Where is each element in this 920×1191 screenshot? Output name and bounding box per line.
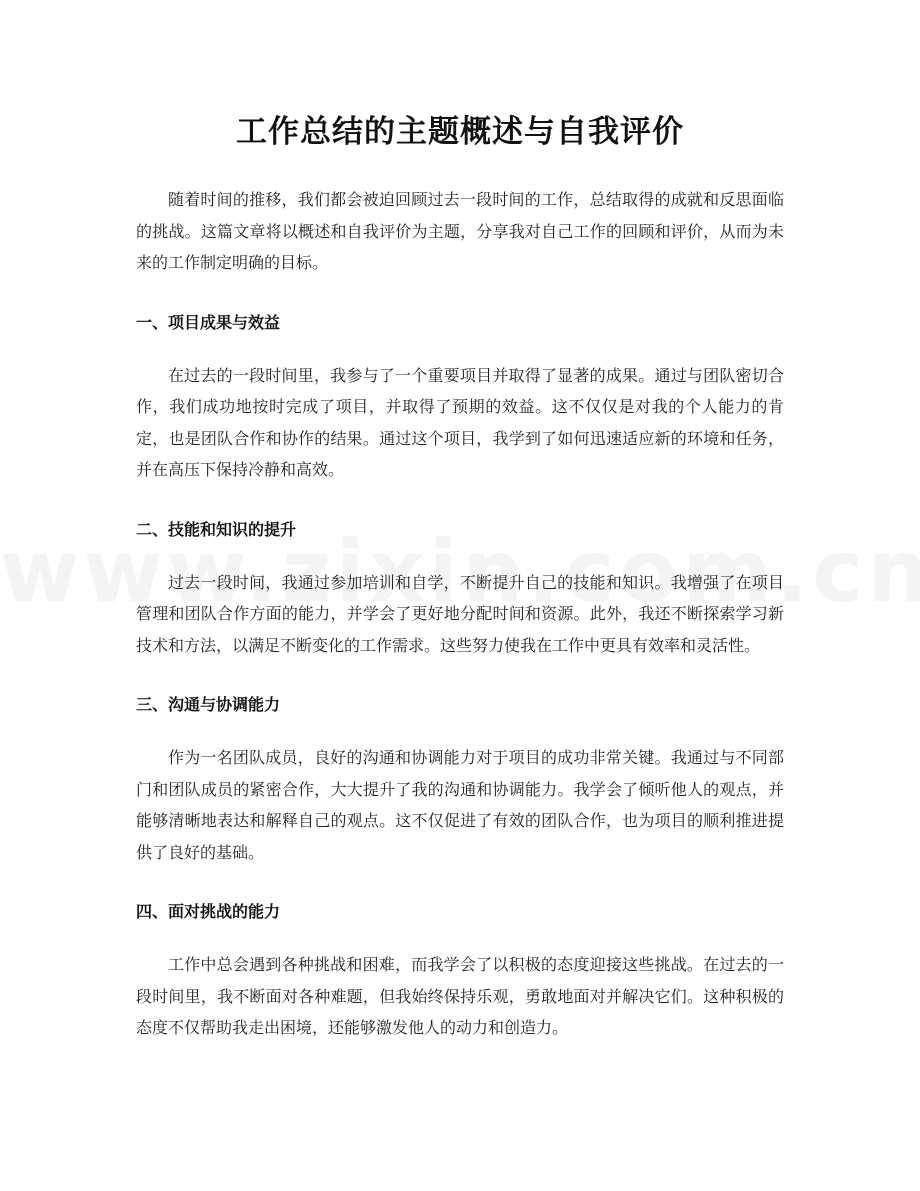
section-heading-4: 四、面对挑战的能力 (136, 902, 281, 921)
section-heading-3: 三、沟通与协调能力 (136, 695, 281, 714)
document-body (136, 184, 784, 1044)
intro-paragraph: 随着时间的推移，我们都会被迫回顾过去一段时间的工作，总结取得的成就和反思面临的挑战。这篇文章将以概述和自我评价为主题，分享我对自己工作的回顾和评价，从而为未来的工作制定明确的目标。 (136, 190, 784, 272)
section-body-2: 过去一段时间，我通过参加培训和自学，不断提升自己的技能和知识。我增强了在项目管理和团队合作方面的能力，并学会了更好地分配时间和资源。此外，我还不断探索学习新技术和方法，以满足不断变化的工作需求。这些努力使我在工作中更具有效率和灵活性。 (136, 572, 784, 655)
page-title: 工作总结的主题概述与自我评价 (236, 114, 684, 150)
section-heading-2: 二、技能和知识的提升 (136, 519, 297, 539)
section-body-1: 在过去的一段时间里，我参与了一个重要项目并取得了显著的成果。通过与团队密切合作，我们成功地按时完成了项目，并取得了预期的效益。这不仅仅是对我的个人能力的肯定，也是团队合作和协作的结果。通过这个项目，我学到了如何迅速适应新的环境和任务，并在高压下保持冷静和高效。 (136, 365, 784, 479)
section-body-3: 作为一名团队成员，良好的沟通和协调能力对于项目的成功非常关键。我通过与不同部门和团队成员的紧密合作，大大提升了我的沟通和协调能力。我学会了倾听他人的观点，并能够清晰地表达和解释自己的观点。这不仅促进了有效的团队合作，也为项目的顺利推进提供了良好的基础。 (136, 748, 784, 862)
section-body-4: 工作中总会遇到各种挑战和困难，而我学会了以积极的态度迎接这些挑战。在过去的一段时间里，我不断面对各种难题，但我始终保持乐观，勇敢地面对并解决它们。这种积极的态度不仅帮助我走出困境，还能够激发他人的动力和创造力。 (136, 955, 784, 1037)
section-heading-1: 一、项目成果与效益 (136, 312, 281, 332)
